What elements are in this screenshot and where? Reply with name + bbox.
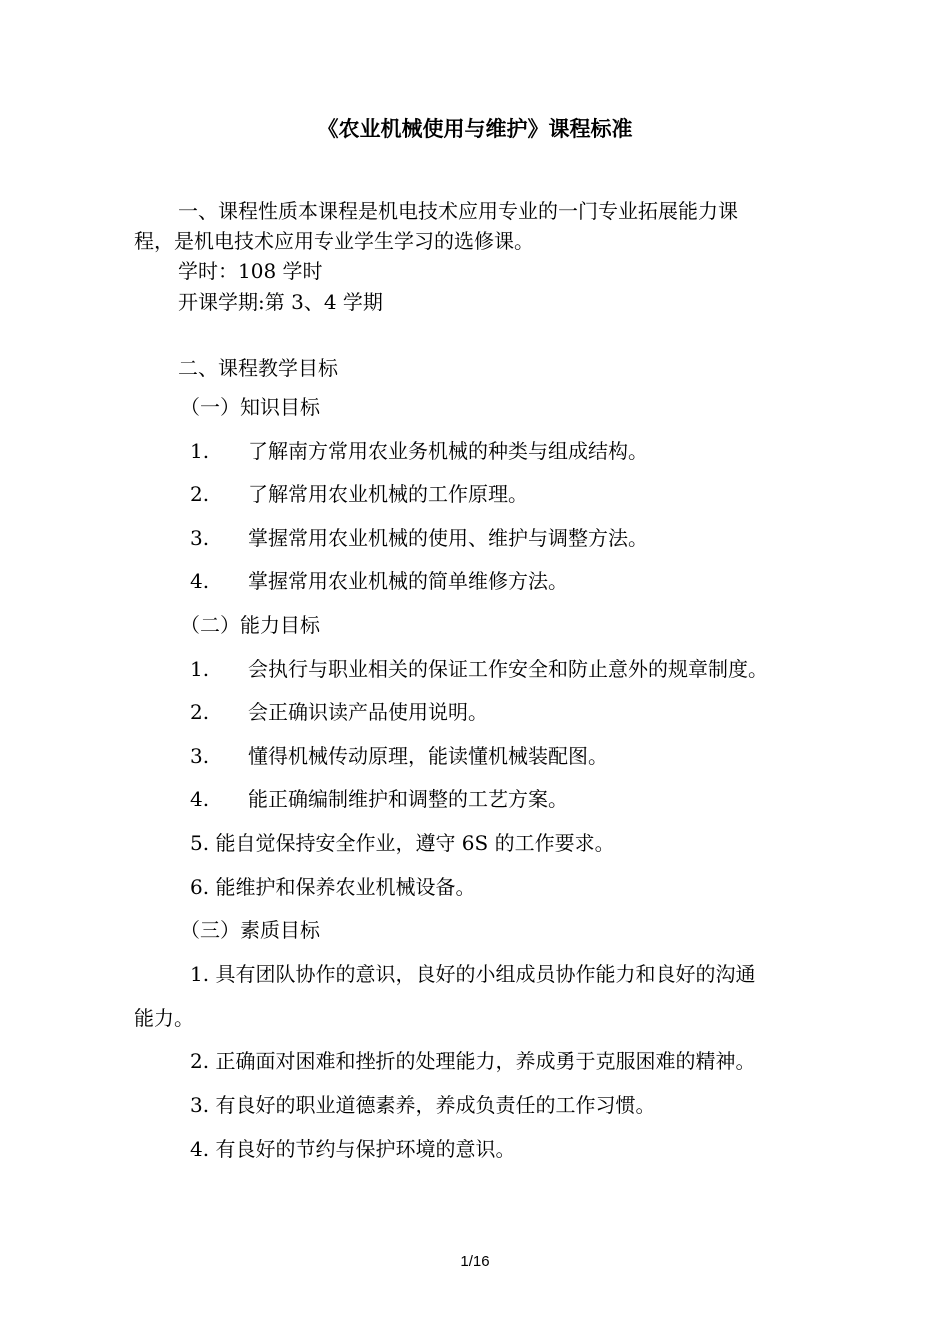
course-term: 开课学期:第 3、4 学期 <box>178 290 383 314</box>
list-item: 4. 掌握常用农业机械的简单维修方法。 <box>190 569 568 593</box>
quality-heading: （三）素质目标 <box>180 918 320 942</box>
list-item: 1. 了解南方常用农业务机械的种类与组成结构。 <box>190 439 648 463</box>
list-item: 3. 掌握常用农业机械的使用、维护与调整方法。 <box>190 526 648 550</box>
list-item: 2. 会正确识读产品使用说明。 <box>190 700 488 724</box>
list-item: 5. 能自觉保持安全作业，遵守 6S 的工作要求。 <box>190 831 615 855</box>
knowledge-heading: （一）知识目标 <box>180 395 320 419</box>
list-item: 3. 懂得机械传动原理，能读懂机械装配图。 <box>190 744 608 768</box>
list-item: 2. 正确面对困难和挫折的处理能力，养成勇于克服困难的精神。 <box>190 1049 756 1073</box>
list-item: 3. 有良好的职业道德素养，养成负责任的工作习惯。 <box>190 1093 656 1117</box>
section1-line1: 一、课程性质本课程是机电技术应用专业的一门专业拓展能力课 <box>178 199 738 223</box>
document-title: 《农业机械使用与维护》课程标准 <box>317 117 633 141</box>
list-item: 4. 能正确编制维护和调整的工艺方案。 <box>190 787 568 811</box>
section1-line2: 程，是机电技术应用专业学生学习的选修课。 <box>134 229 534 253</box>
list-item: 6. 能维护和保养农业机械设备。 <box>190 875 476 899</box>
list-item: 4. 有良好的节约与保护环境的意识。 <box>190 1137 516 1161</box>
list-item-continuation: 能力。 <box>134 1006 194 1030</box>
course-hours: 学时：108 学时 <box>178 259 323 283</box>
page-number: 1/16 <box>460 1253 490 1270</box>
list-item: 1. 具有团队协作的意识，良好的小组成员协作能力和良好的沟通 <box>190 962 756 986</box>
section2-heading: 二、课程教学目标 <box>178 356 338 380</box>
ability-heading: （二）能力目标 <box>180 613 320 637</box>
list-item: 2. 了解常用农业机械的工作原理。 <box>190 482 528 506</box>
list-item: 1. 会执行与职业相关的保证工作安全和防止意外的规章制度。 <box>190 657 768 681</box>
